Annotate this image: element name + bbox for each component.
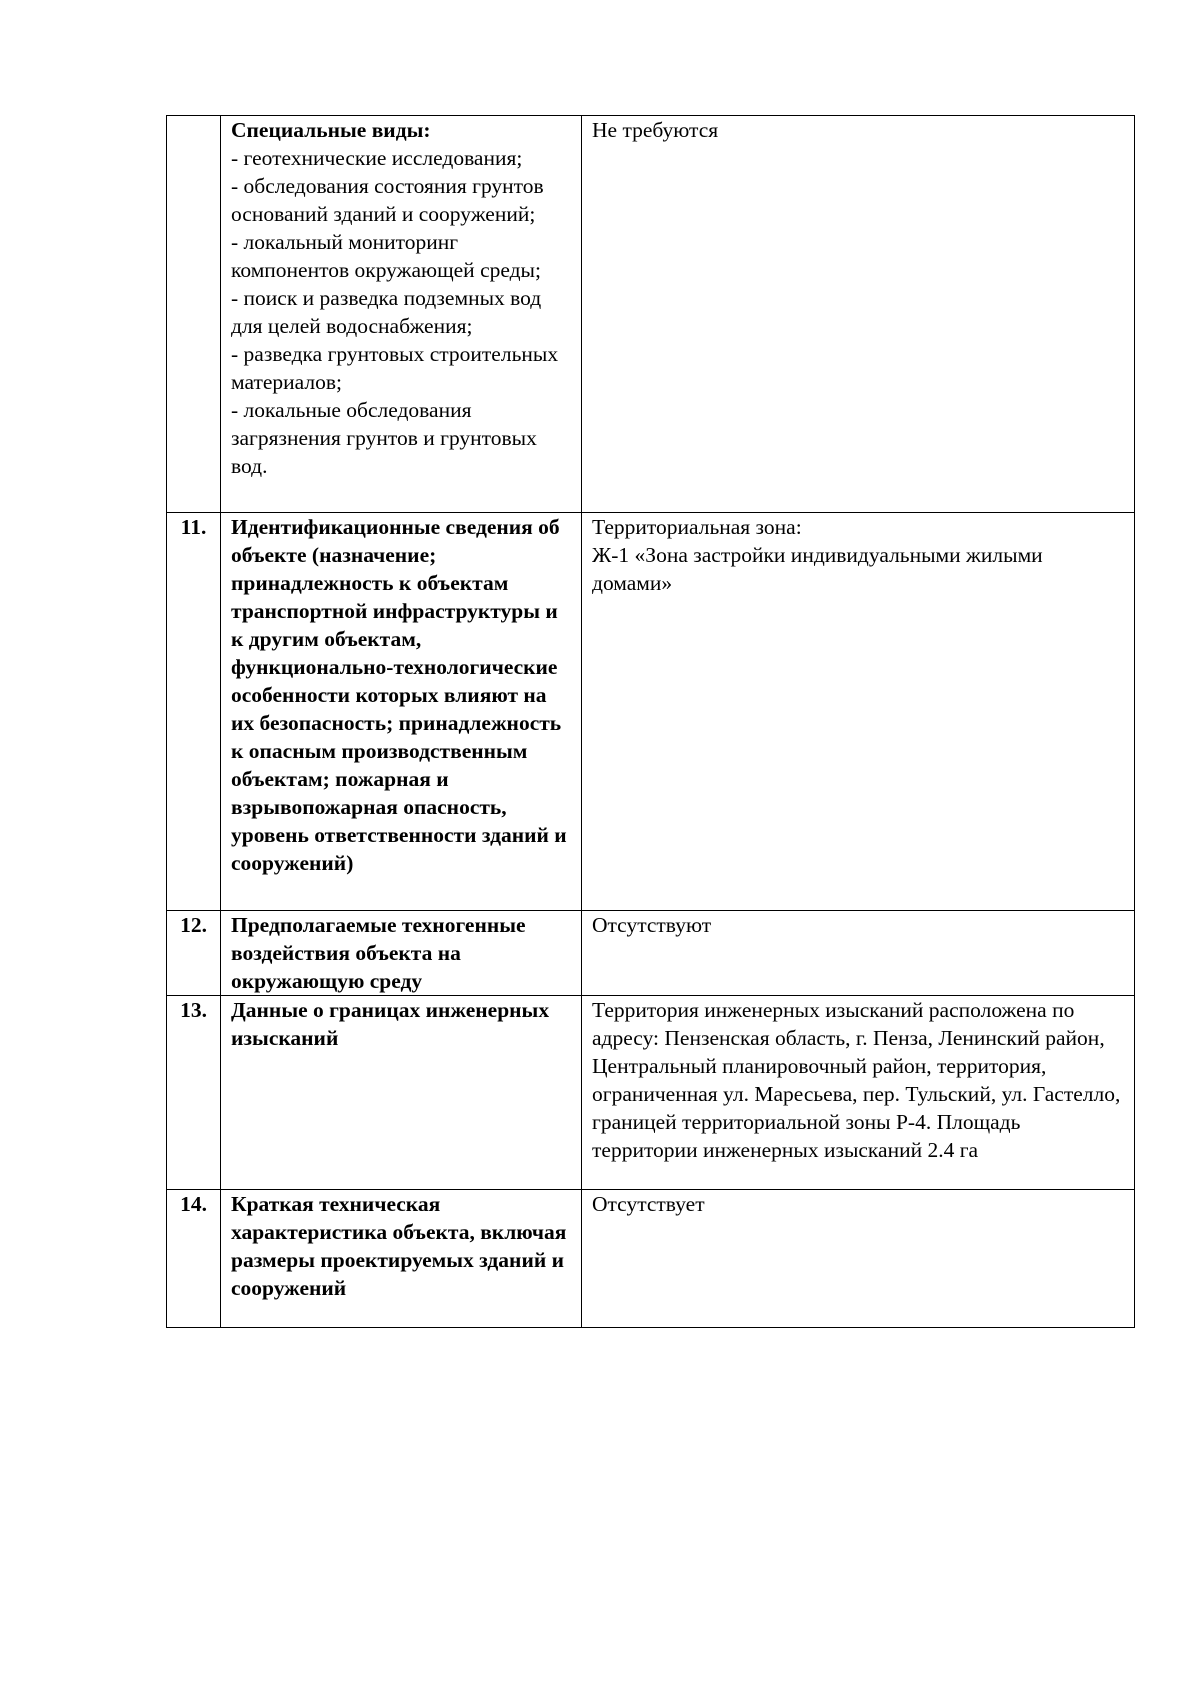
row-name-cell	[221, 116, 582, 513]
row-name-cell: Краткая техническая характеристика объекта, включая размеры проектируемых зданий и сооружений	[221, 1190, 582, 1328]
row-value-cell: Отсутствуют	[582, 911, 1135, 996]
row-value-cell	[582, 513, 1135, 911]
table-row-14	[167, 1190, 1135, 1328]
row-number-cell	[167, 116, 221, 513]
row-value-cell: Территория инженерных изысканий расположена по адресу: Пензенская область, г. Пенза, Ленинский район, Центральный планировочный район, территория, ограниченная ул. Маресьева, пер. Тульский, ул. Гастелло, границей территориальной зоны Р-4. Площадь территории инженерных изысканий 2.4 га	[582, 996, 1135, 1190]
table-row-12	[167, 911, 1135, 996]
row-number-cell: 14.	[167, 1190, 221, 1328]
special-types-list: - геотехнические исследования; - обследования состояния грунтов оснований зданий и сооружений; - локальный мониторинг компонентов окружающей среды; - поиск и разведка подземных вод для целей водоснабжения; - разведка грунтовых строительных материалов; - локальные обследования загрязнения грунтов и грунтовых вод.	[231, 146, 559, 478]
requirements-table	[166, 115, 1135, 1328]
special-types-heading: Специальные виды:	[231, 118, 431, 142]
row-name-cell: Предполагаемые техногенные воздействия объекта на окружающую среду	[221, 911, 582, 996]
row-value-cell: Не требуются	[582, 116, 1135, 513]
table-row-13	[167, 996, 1135, 1190]
table-row-11	[167, 513, 1135, 911]
row-value-cell: Отсутствует	[582, 1190, 1135, 1328]
row-number-cell: 13.	[167, 996, 221, 1190]
territorial-zone-value: Ж-1 «Зона застройки индивидуальными жилыми домами»	[592, 543, 1043, 595]
row-name-cell: Идентификационные сведения об объекте (назначение; принадлежность к объектам транспортной инфраструктуры и к другим объектам, функционально-технологические особенности которых влияют на их безопасность; принадлежность к опасным производственным объектам; пожарная и взрывопожарная опасность, уровень ответственности зданий и сооружений)	[221, 513, 582, 911]
row-number-cell: 12.	[167, 911, 221, 996]
territorial-zone-label: Территориальная зона:	[592, 515, 802, 539]
table-row-special-types	[167, 116, 1135, 513]
row-name-cell: Данные о границах инженерных изысканий	[221, 996, 582, 1190]
row-number-cell: 11.	[167, 513, 221, 911]
